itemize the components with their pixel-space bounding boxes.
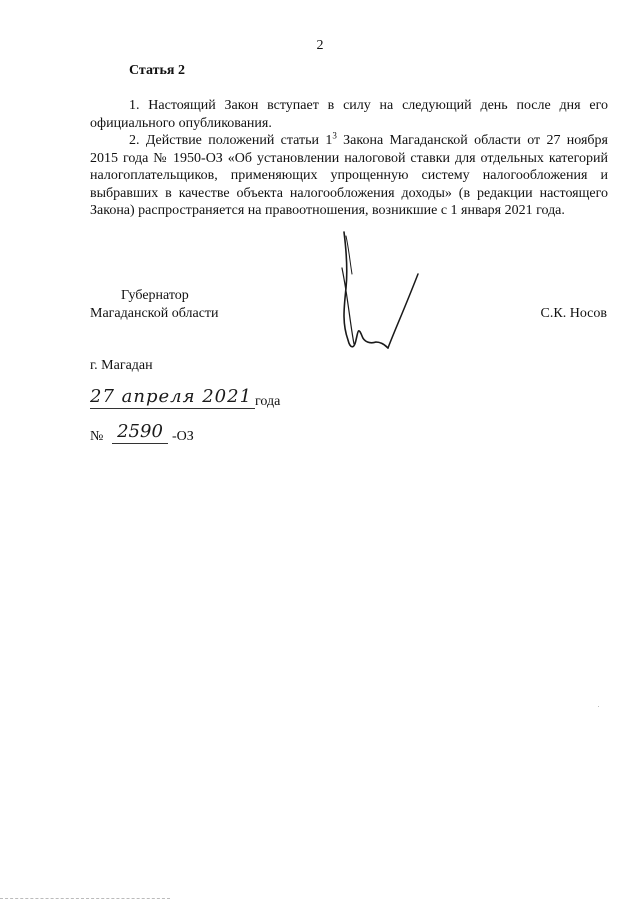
handwritten-law-number: 2590 (112, 421, 168, 444)
article-heading: Статья 2 (129, 63, 185, 78)
footer-rule (0, 898, 170, 899)
date-line (90, 386, 310, 414)
governor-title: Губернатор (121, 288, 189, 303)
paragraph-2 (90, 132, 608, 220)
paragraph-2-text-end: Закона Магаданской области от 27 ноября 2015 года № 1950-ОЗ «Об установлении налоговой ставки для отдельных категорий налогоплательщиков, применяющих упрощенную систему налогообложения и выбравших в качестве объекта налогообложения доходы» (в редакции настоящего Закона) распространяется на правоотношения, возникшие с 1 января 2021 года. (90, 133, 608, 218)
number-sign: № (90, 429, 104, 444)
scan-speck (598, 706, 599, 707)
law-number-suffix: -ОЗ (172, 429, 194, 444)
paragraph-2-text-start: 2. Действие положений статьи 1 (129, 133, 333, 148)
page-number: 2 (316, 38, 324, 53)
paragraph-1-text: 1. Настоящий Закон вступает в силу на следующий день после дня его официального опубликования. (90, 98, 608, 131)
law-number-line (90, 421, 250, 449)
city: г. Магадан (90, 358, 153, 373)
date-suffix: года (255, 394, 281, 409)
governor-region: Магаданской области (90, 306, 219, 321)
handwritten-signature (332, 228, 432, 358)
paragraph-2-superscript: 3 (332, 130, 337, 141)
handwritten-date: 27 апреля 2021 (90, 386, 255, 409)
paragraph-1 (90, 97, 608, 132)
governor-name: С.К. Носов (540, 306, 607, 321)
